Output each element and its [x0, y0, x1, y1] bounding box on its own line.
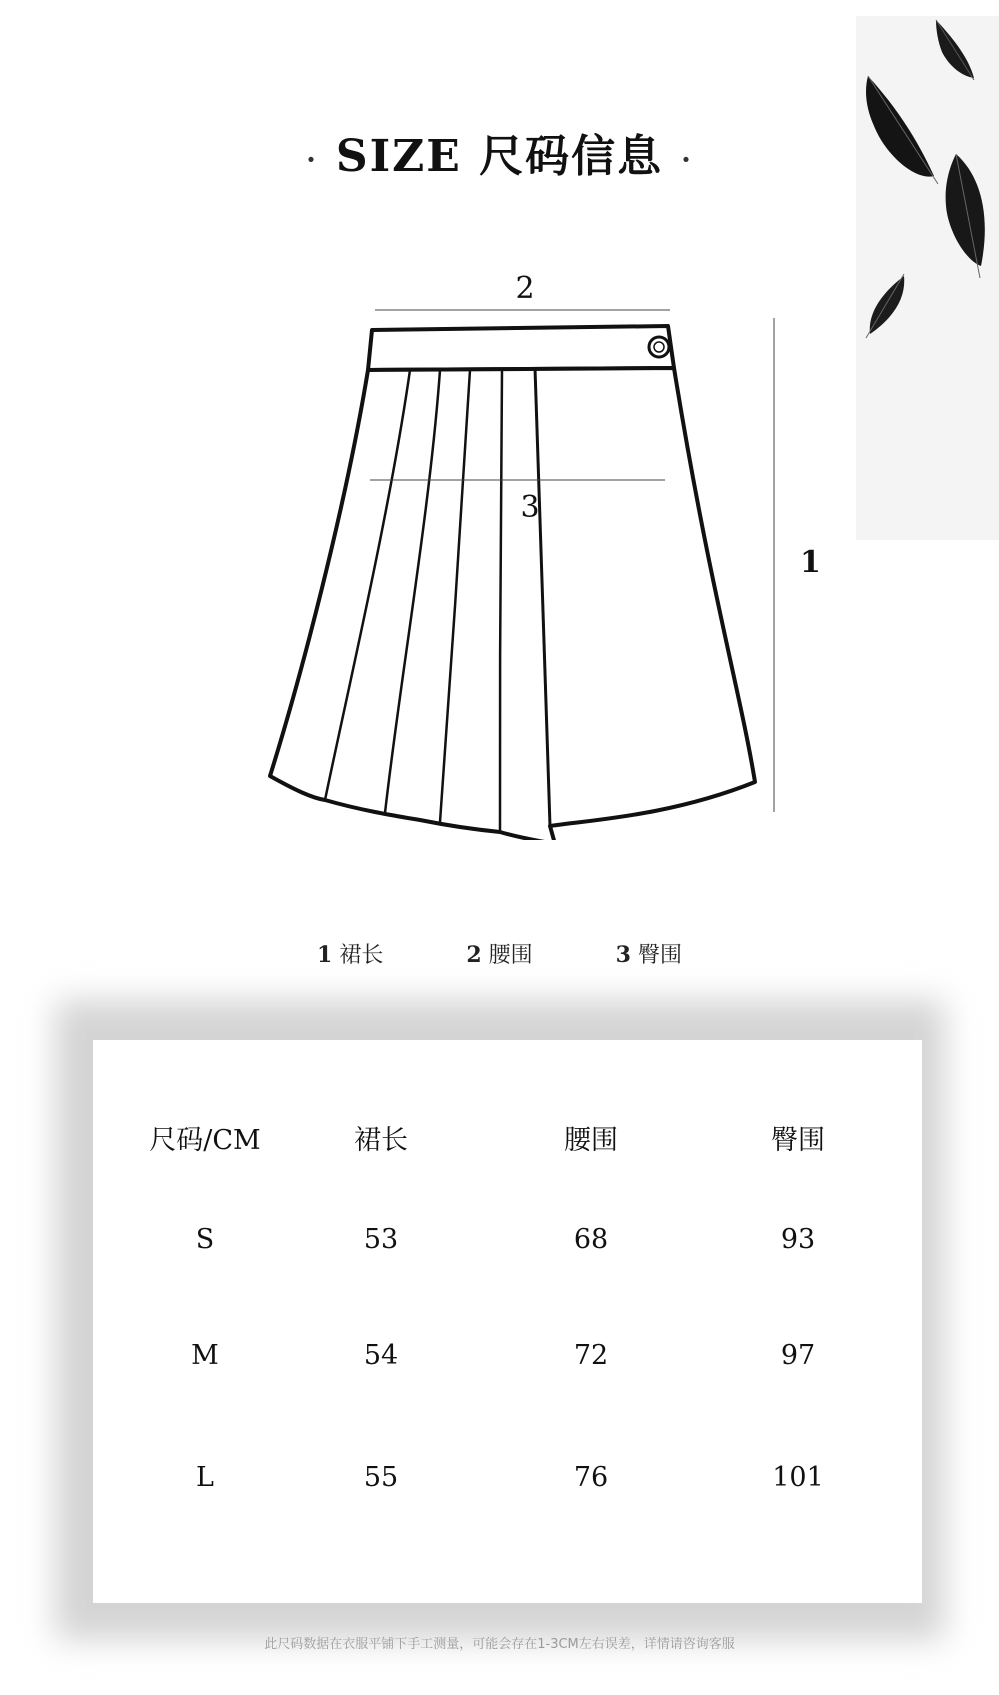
row-s-hip: 93 [780, 1224, 816, 1255]
row-s-length: 53 [363, 1224, 399, 1255]
waistband [368, 326, 674, 370]
skirt-measurement-diagram [250, 260, 790, 840]
row-l-hip: 101 [772, 1462, 824, 1493]
header-size: 尺码/CM [149, 1125, 261, 1156]
feather-icon [936, 20, 974, 80]
row-m-size: M [191, 1340, 219, 1371]
feathers-illustration [856, 16, 999, 540]
row-l-length: 55 [363, 1462, 399, 1493]
legend-item-length: 1 裙长 [317, 942, 384, 968]
length-number-label: 1 [800, 545, 821, 580]
row-s-waist: 68 [573, 1224, 609, 1255]
title-text: SIZE 尺码信息 [335, 131, 664, 182]
legend-item-waist: 2 腰围 [466, 942, 533, 968]
row-m-hip: 97 [780, 1340, 816, 1371]
row-l-waist: 76 [573, 1462, 609, 1493]
row-m-waist: 72 [573, 1340, 609, 1371]
waist-number-label: 2 [515, 271, 535, 306]
title-dot-left: · [306, 143, 318, 176]
legend-item-hip: 3 臀围 [615, 942, 682, 968]
row-l-size: L [196, 1462, 214, 1493]
skirt-outline [270, 368, 755, 840]
header-hip: 臀围 [771, 1125, 825, 1156]
measurement-footnote: 此尺码数据在衣服平铺下手工测量，可能会存在1-3CM左右误差，详情请咨询客服 [264, 1637, 735, 1652]
hip-number-label: 3 [520, 490, 540, 525]
header-waist: 腰围 [564, 1125, 618, 1156]
title-dot-right: · [681, 143, 693, 176]
page-title [0, 120, 999, 184]
feather-icon [866, 274, 904, 338]
feather-decoration-panel [856, 16, 999, 540]
row-s-size: S [195, 1224, 215, 1255]
header-length: 裙长 [354, 1125, 408, 1156]
row-m-length: 54 [363, 1340, 399, 1371]
measurement-legend [0, 938, 999, 969]
